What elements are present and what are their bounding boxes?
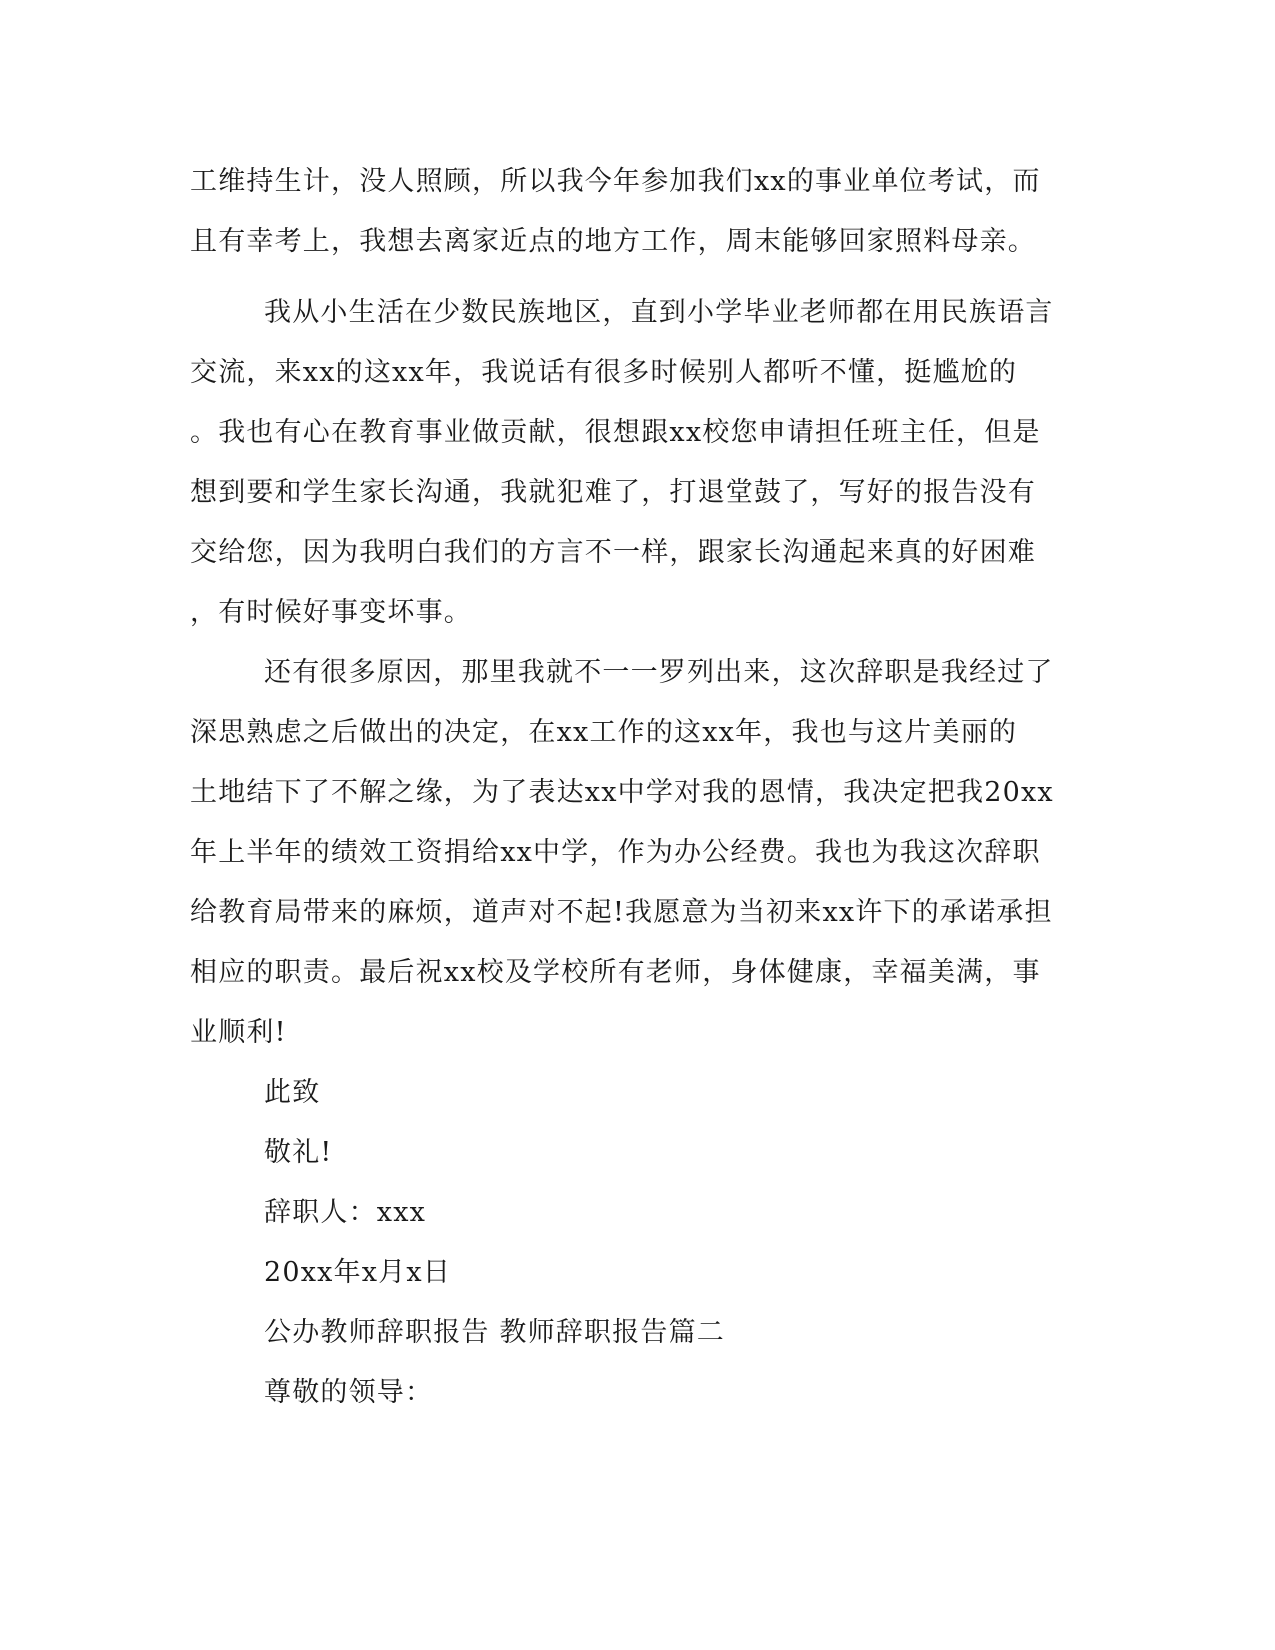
paragraph-line: 且有幸考上，我想去离家近点的地方工作，周末能够回家照料母亲。	[190, 226, 1036, 257]
paragraph-line: 。我也有心在教育事业做贡献，很想跟xx校您申请担任班主任，但是	[190, 417, 1041, 448]
signature-line: 辞职人：xxx	[264, 1197, 427, 1228]
paragraph-line: 土地结下了不解之缘，为了表达xx中学对我的恩情，我决定把我20xx	[190, 777, 1054, 808]
paragraph-line: 交流，来xx的这xx年，我说话有很多时候别人都听不懂，挺尴尬的	[190, 357, 1018, 388]
section-heading: 公办教师辞职报告 教师辞职报告篇二	[264, 1317, 725, 1348]
date-line: 20xx年x月x日	[264, 1257, 452, 1288]
paragraph-line: 深思熟虑之后做出的决定，在xx工作的这xx年，我也与这片美丽的	[190, 717, 1018, 748]
paragraph-line: 业顺利!	[190, 1017, 287, 1048]
paragraph-line: 给教育局带来的麻烦，道声对不起!我愿意为当初来xx许下的承诺承担	[190, 897, 1053, 928]
closing-salutation: 此致	[264, 1077, 321, 1108]
closing-respect: 敬礼!	[264, 1137, 333, 1168]
paragraph-line: 年上半年的绩效工资捐给xx中学，作为办公经费。我也为我这次辞职	[190, 837, 1041, 868]
paragraph-line: 交给您，因为我明白我们的方言不一样，跟家长沟通起来真的好困难	[190, 537, 1036, 568]
paragraph-line: 我从小生活在少数民族地区，直到小学毕业老师都在用民族语言	[264, 297, 1054, 328]
paragraph-line: 工维持生计，没人照顾，所以我今年参加我们xx的事业单位考试，而	[190, 166, 1041, 197]
paragraph-line: 相应的职责。最后祝xx校及学校所有老师，身体健康，幸福美满，事	[190, 957, 1041, 988]
paragraph-line: 想到要和学生家长沟通，我就犯难了，打退堂鼓了，写好的报告没有	[190, 477, 1036, 508]
greeting-line: 尊敬的领导：	[264, 1377, 434, 1408]
paragraph-line: ，有时候好事变坏事。	[190, 597, 472, 628]
paragraph-line: 还有很多原因，那里我就不一一罗列出来，这次辞职是我经过了	[264, 657, 1054, 688]
